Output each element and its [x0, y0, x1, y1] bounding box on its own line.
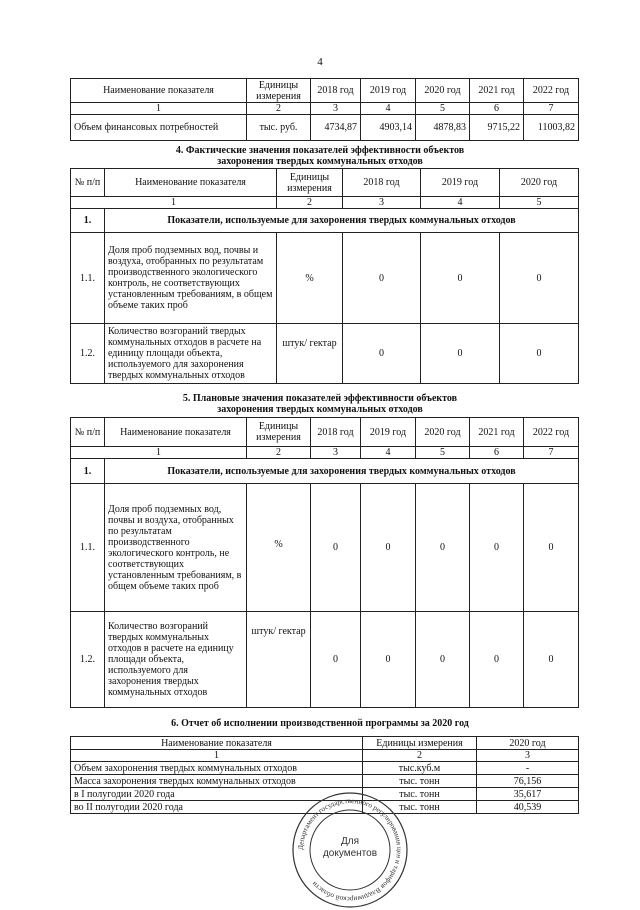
row-name: Количество возгораний твердых коммунальных отходов в расчете на единицу площади объекта, используемого для захоронения твердых коммунальных отходов — [105, 324, 277, 384]
official-stamp — [290, 790, 410, 910]
header-2019: 2019 год — [421, 169, 500, 197]
page-number: 4 — [317, 56, 323, 68]
header-2020: 2020 год — [416, 79, 470, 103]
group-num: 1. — [71, 459, 105, 484]
value-2019: 0 — [361, 612, 416, 708]
header-2022: 2022 год — [524, 418, 579, 447]
value-2020: 0 — [500, 324, 579, 384]
value-2019: 0 — [361, 484, 416, 612]
col-num: 4 — [421, 197, 500, 209]
row-value: - — [477, 762, 579, 775]
header-unit: Единицы измерения — [247, 418, 311, 447]
row-name: Масса захоронения твердых коммунальных отходов — [71, 775, 363, 788]
row-name: Количество возгораний твердых коммунальных отходов в расчете на единицу площади объекта, используемого для захоронения твердых коммунальных отходов — [105, 612, 247, 708]
row-name: Доля проб подземных вод, почвы и воздуха, отобранных по результатам производственного экологического контроль, не соответствующих установленным требованиям, в общем объеме таких проб — [105, 484, 247, 612]
header-2021: 2021 год — [470, 418, 524, 447]
col-num: 2 — [247, 103, 311, 115]
row-num: 1.1. — [71, 484, 105, 612]
row-unit: тыс. тонн — [363, 788, 477, 801]
financial-needs-table — [70, 78, 579, 141]
col-num: 1 — [71, 103, 247, 115]
col-num: 1 — [71, 750, 363, 762]
row-name: во II полугодии 2020 года — [71, 801, 363, 814]
value-2018: 0 — [311, 612, 361, 708]
header-2019: 2019 год — [361, 79, 416, 103]
header-2022: 2022 год — [524, 79, 579, 103]
table-row — [71, 233, 579, 324]
col-num: 2 — [247, 447, 311, 459]
row-value: 35,617 — [477, 788, 579, 801]
section-5-title: 5. Плановые значения показателей эффективности объектов захоронения твердых коммунальных отходов — [182, 393, 458, 415]
col-num: 4 — [361, 447, 416, 459]
col-num: 7 — [524, 103, 579, 115]
row-unit: % — [277, 233, 343, 324]
table-row — [71, 775, 579, 788]
header-name: Наименование показателя — [71, 737, 363, 750]
row-unit: тыс. тонн — [363, 801, 477, 814]
group-label: Показатели, используемые для захоронения твердых коммунальных отходов — [105, 459, 579, 484]
value-2022: 11003,82 — [524, 115, 579, 141]
col-num: 2 — [277, 197, 343, 209]
row-unit: тыс. тонн — [363, 775, 477, 788]
header-2018: 2018 год — [343, 169, 421, 197]
row-value: 76,156 — [477, 775, 579, 788]
table-row — [71, 762, 579, 775]
header-unit: Единицы измерения — [277, 169, 343, 197]
value-2019: 4903,14 — [361, 115, 416, 141]
value-2019: 0 — [421, 324, 500, 384]
col-num: 3 — [311, 447, 361, 459]
col-num: 4 — [361, 103, 416, 115]
col-num: 3 — [343, 197, 421, 209]
header-unit: Единицы измерения — [247, 79, 311, 103]
value-2019: 0 — [421, 233, 500, 324]
value-2020: 0 — [416, 484, 470, 612]
value-2018: 0 — [311, 484, 361, 612]
row-unit: % — [247, 484, 311, 612]
value-2020: 0 — [416, 612, 470, 708]
col-num: 5 — [416, 103, 470, 115]
value-2022: 0 — [524, 612, 579, 708]
group-num: 1. — [71, 209, 105, 233]
header-2018: 2018 год — [311, 418, 361, 447]
value-2018: 0 — [343, 233, 421, 324]
header-name: Наименование показателя — [105, 418, 247, 447]
table-row — [71, 324, 579, 384]
header-name: Наименование показателя — [71, 79, 247, 103]
section-6-title: 6. Отчет об исполнении производственной программы за 2020 год — [171, 718, 469, 729]
row-name: Объем финансовых потребностей — [71, 115, 247, 141]
row-num: 1.2. — [71, 324, 105, 384]
header-unit: Единицы измерения — [363, 737, 477, 750]
table-row — [71, 612, 579, 708]
col-num: 5 — [416, 447, 470, 459]
section-4-title: 4. Фактические значения показателей эффективности объектов захоронения твердых коммунальных отходов — [175, 145, 465, 167]
stamp-ring-text: Департамент государственного регулирования цен и тарифов Владимирской области — [296, 796, 404, 904]
value-2020: 4878,83 — [416, 115, 470, 141]
value-2020: 0 — [500, 233, 579, 324]
table-row — [71, 115, 579, 141]
row-name: Доля проб подземных вод, почвы и воздуха, отобранных по результатам производственного экологического контроль, не соответствующих установленным требованиям, в общем объеме таких проб — [105, 233, 277, 324]
col-num: 7 — [524, 447, 579, 459]
section-5-table — [70, 417, 579, 708]
value-2022: 0 — [524, 484, 579, 612]
header-2019: 2019 год — [361, 418, 416, 447]
col-num: 1 — [71, 197, 277, 209]
col-num: 2 — [363, 750, 477, 762]
row-value: 40,539 — [477, 801, 579, 814]
header-2018: 2018 год — [311, 79, 361, 103]
header-2020: 2020 год — [416, 418, 470, 447]
col-num: 5 — [500, 197, 579, 209]
stamp-center-text: Для документов — [322, 836, 378, 859]
value-2018: 4734,87 — [311, 115, 361, 141]
row-name: в I полугодии 2020 года — [71, 788, 363, 801]
header-2020: 2020 год — [477, 737, 579, 750]
col-num: 3 — [311, 103, 361, 115]
value-2021: 0 — [470, 484, 524, 612]
row-unit: штук/ гектар — [277, 324, 343, 384]
row-num: 1.2. — [71, 612, 105, 708]
value-2021: 9715,22 — [470, 115, 524, 141]
header-name: Наименование показателя — [105, 169, 277, 197]
row-num: 1.1. — [71, 233, 105, 324]
header-2020: 2020 год — [500, 169, 579, 197]
section-4-table — [70, 168, 579, 384]
header-2021: 2021 год — [470, 79, 524, 103]
col-num: 3 — [477, 750, 579, 762]
header-num: № п/п — [71, 169, 105, 197]
col-num: 6 — [470, 103, 524, 115]
row-unit: штук/ гектар — [247, 612, 311, 708]
row-unit: тыс. руб. — [247, 115, 311, 141]
col-num: 6 — [470, 447, 524, 459]
value-2018: 0 — [343, 324, 421, 384]
col-num: 1 — [71, 447, 247, 459]
table-row — [71, 484, 579, 612]
row-unit: тыс.куб.м — [363, 762, 477, 775]
value-2021: 0 — [470, 612, 524, 708]
header-num: № п/п — [71, 418, 105, 447]
group-label: Показатели, используемые для захоронения твердых коммунальных отходов — [105, 209, 579, 233]
row-name: Объем захоронения твердых коммунальных отходов — [71, 762, 363, 775]
